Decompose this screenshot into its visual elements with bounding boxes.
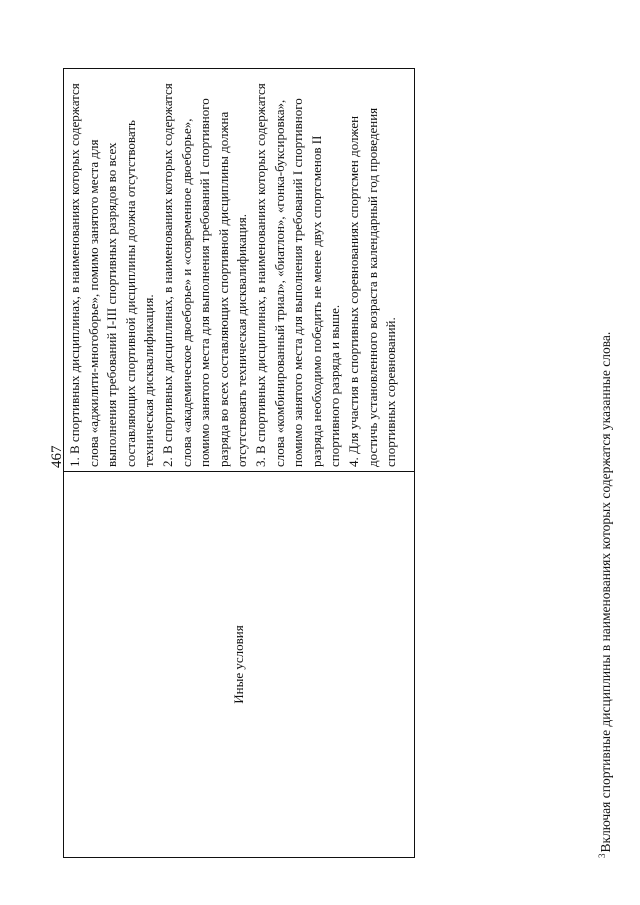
content-line: техническая дисквалификация. <box>141 294 157 467</box>
content-line: составляющих спортивной дисциплины должна отсутствовать <box>122 120 138 467</box>
content-line: выполнения требований I-III спортивных разрядов во всех <box>104 142 120 467</box>
column-divider <box>64 471 414 472</box>
footnote-marker: 3 <box>597 853 607 858</box>
page-number: 467 <box>49 445 65 468</box>
content-line: слова «комбинированный триал», «биатлон», «гонка-буксировка», <box>271 99 287 467</box>
other-conditions-label: Иные условия <box>231 625 246 704</box>
content-line: помимо занятого места для выполнения требований I спортивного <box>290 98 306 467</box>
table-label-cell <box>64 472 414 857</box>
footnote <box>594 98 614 858</box>
content-line: слова «академическое двоеборье» и «современное двоеборье», <box>178 118 194 467</box>
content-line: достичь установленного возраста в календарный год проведения <box>364 107 380 467</box>
conditions-table <box>63 68 415 858</box>
footnote-text: Включая спортивные дисциплины в наименованиях которых содержатся указанные слова. <box>598 331 613 853</box>
content-line: разряда во всех составляющих спортивной дисциплины должна <box>215 111 231 467</box>
content-line: спортивного разряда и выше. <box>327 304 343 467</box>
table-content-cell <box>66 71 414 467</box>
content-line: 1. В спортивных дисциплинах, в наименованиях которых содержатся <box>67 83 82 467</box>
content-line: 2. В спортивных дисциплинах, в наименованиях которых содержатся <box>159 83 175 467</box>
content-line: 4. Для участия в спортивных соревнованиях спортсмен должен <box>345 115 361 467</box>
content-line: помимо занятого места для выполнения требований I спортивного <box>197 98 213 467</box>
content-line: разряда необходимо победить не менее двух спортсменов II <box>308 135 324 467</box>
content-line: спортивных соревнований. <box>383 317 399 467</box>
content-line: 3. В спортивных дисциплинах, в наименованиях которых содержатся <box>252 83 268 467</box>
content-line: отсутствовать техническая дисквалификация. <box>234 214 250 467</box>
content-line: слова «аджилити-многоборье», помимо занятого места для <box>85 139 101 467</box>
